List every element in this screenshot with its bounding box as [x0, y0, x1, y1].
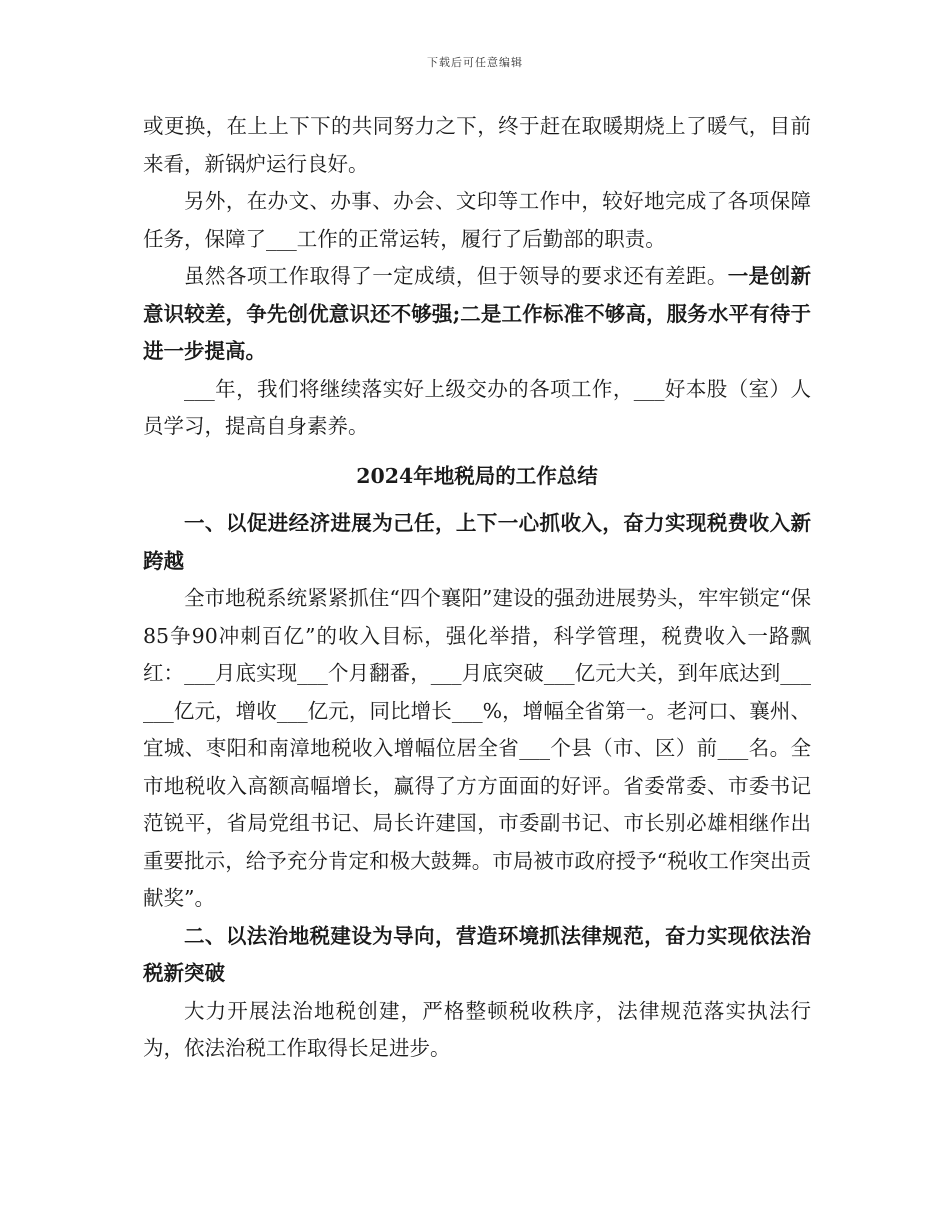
paragraph: ___年，我们将继续落实好上级交办的各项工作，___好本股（室）人员学习，提高自身素养。 — [143, 376, 811, 438]
paragraph: 或更换，在上上下下的共同努力之下，终于赶在取暖期烧上了暖气，目前来看，新锅炉运行良好。 — [143, 114, 811, 176]
paragraph-text: 虽然各项工作取得了一定成绩，但于领导的要求还有差距。 — [184, 264, 728, 288]
paragraph: 全市地税系统紧紧抓住“四个襄阳”建设的强劲进展势头，牢牢锁定“保85争90冲刺百亿”的收入目标，强化举措，科学管理，税费收入一路飘红：___月底实现___个月翻番，___月底突破___亿元大关，到年底达到______亿元，增收___亿元，同比增长___%，增幅全省第一。老河口、襄州、宜城、枣阳和南漳地税收入增幅位居全省___个县（市、区）前___名。全市地税收入高额高幅增长，赢得了方方面面的好评。省委常委、市委书记范锐平，省局党组书记、局长许建国，市委副书记、市长别必雄相继作出重要批示，给予充分肯定和极大鼓舞。市局被市政府授予“税收工作突出贡献奖”。 — [143, 586, 811, 910]
paragraph-bold-text: 一是创新意识较差，争先创优意识还不够强;二是工作标准不够高，服务水平有待于进一步提高。 — [143, 264, 812, 363]
page-header: 下载后可任意编辑 — [427, 56, 523, 69]
document-body — [143, 108, 811, 1068]
section-heading: 一、以促进经济进展为己任，上下一心抓收入，奋力实现税费收入新跨越 — [143, 511, 811, 573]
paragraph: 另外，在办文、办事、办会、文印等工作中，较好地完成了各项保障任务，保障了___工作的正常运转，履行了后勤部的职责。 — [143, 189, 811, 251]
paragraph — [143, 258, 811, 371]
paragraph: 大力开展法治地税创建，严格整顿税收秩序，法律规范落实执法行为，依法治税工作取得长足进步。 — [143, 998, 811, 1060]
section-heading: 二、以法治地税建设为导向，营造环境抓法律规范，奋力实现依法治税新突破 — [143, 923, 811, 985]
document-title: 2024年地税局的工作总结 — [356, 463, 598, 488]
